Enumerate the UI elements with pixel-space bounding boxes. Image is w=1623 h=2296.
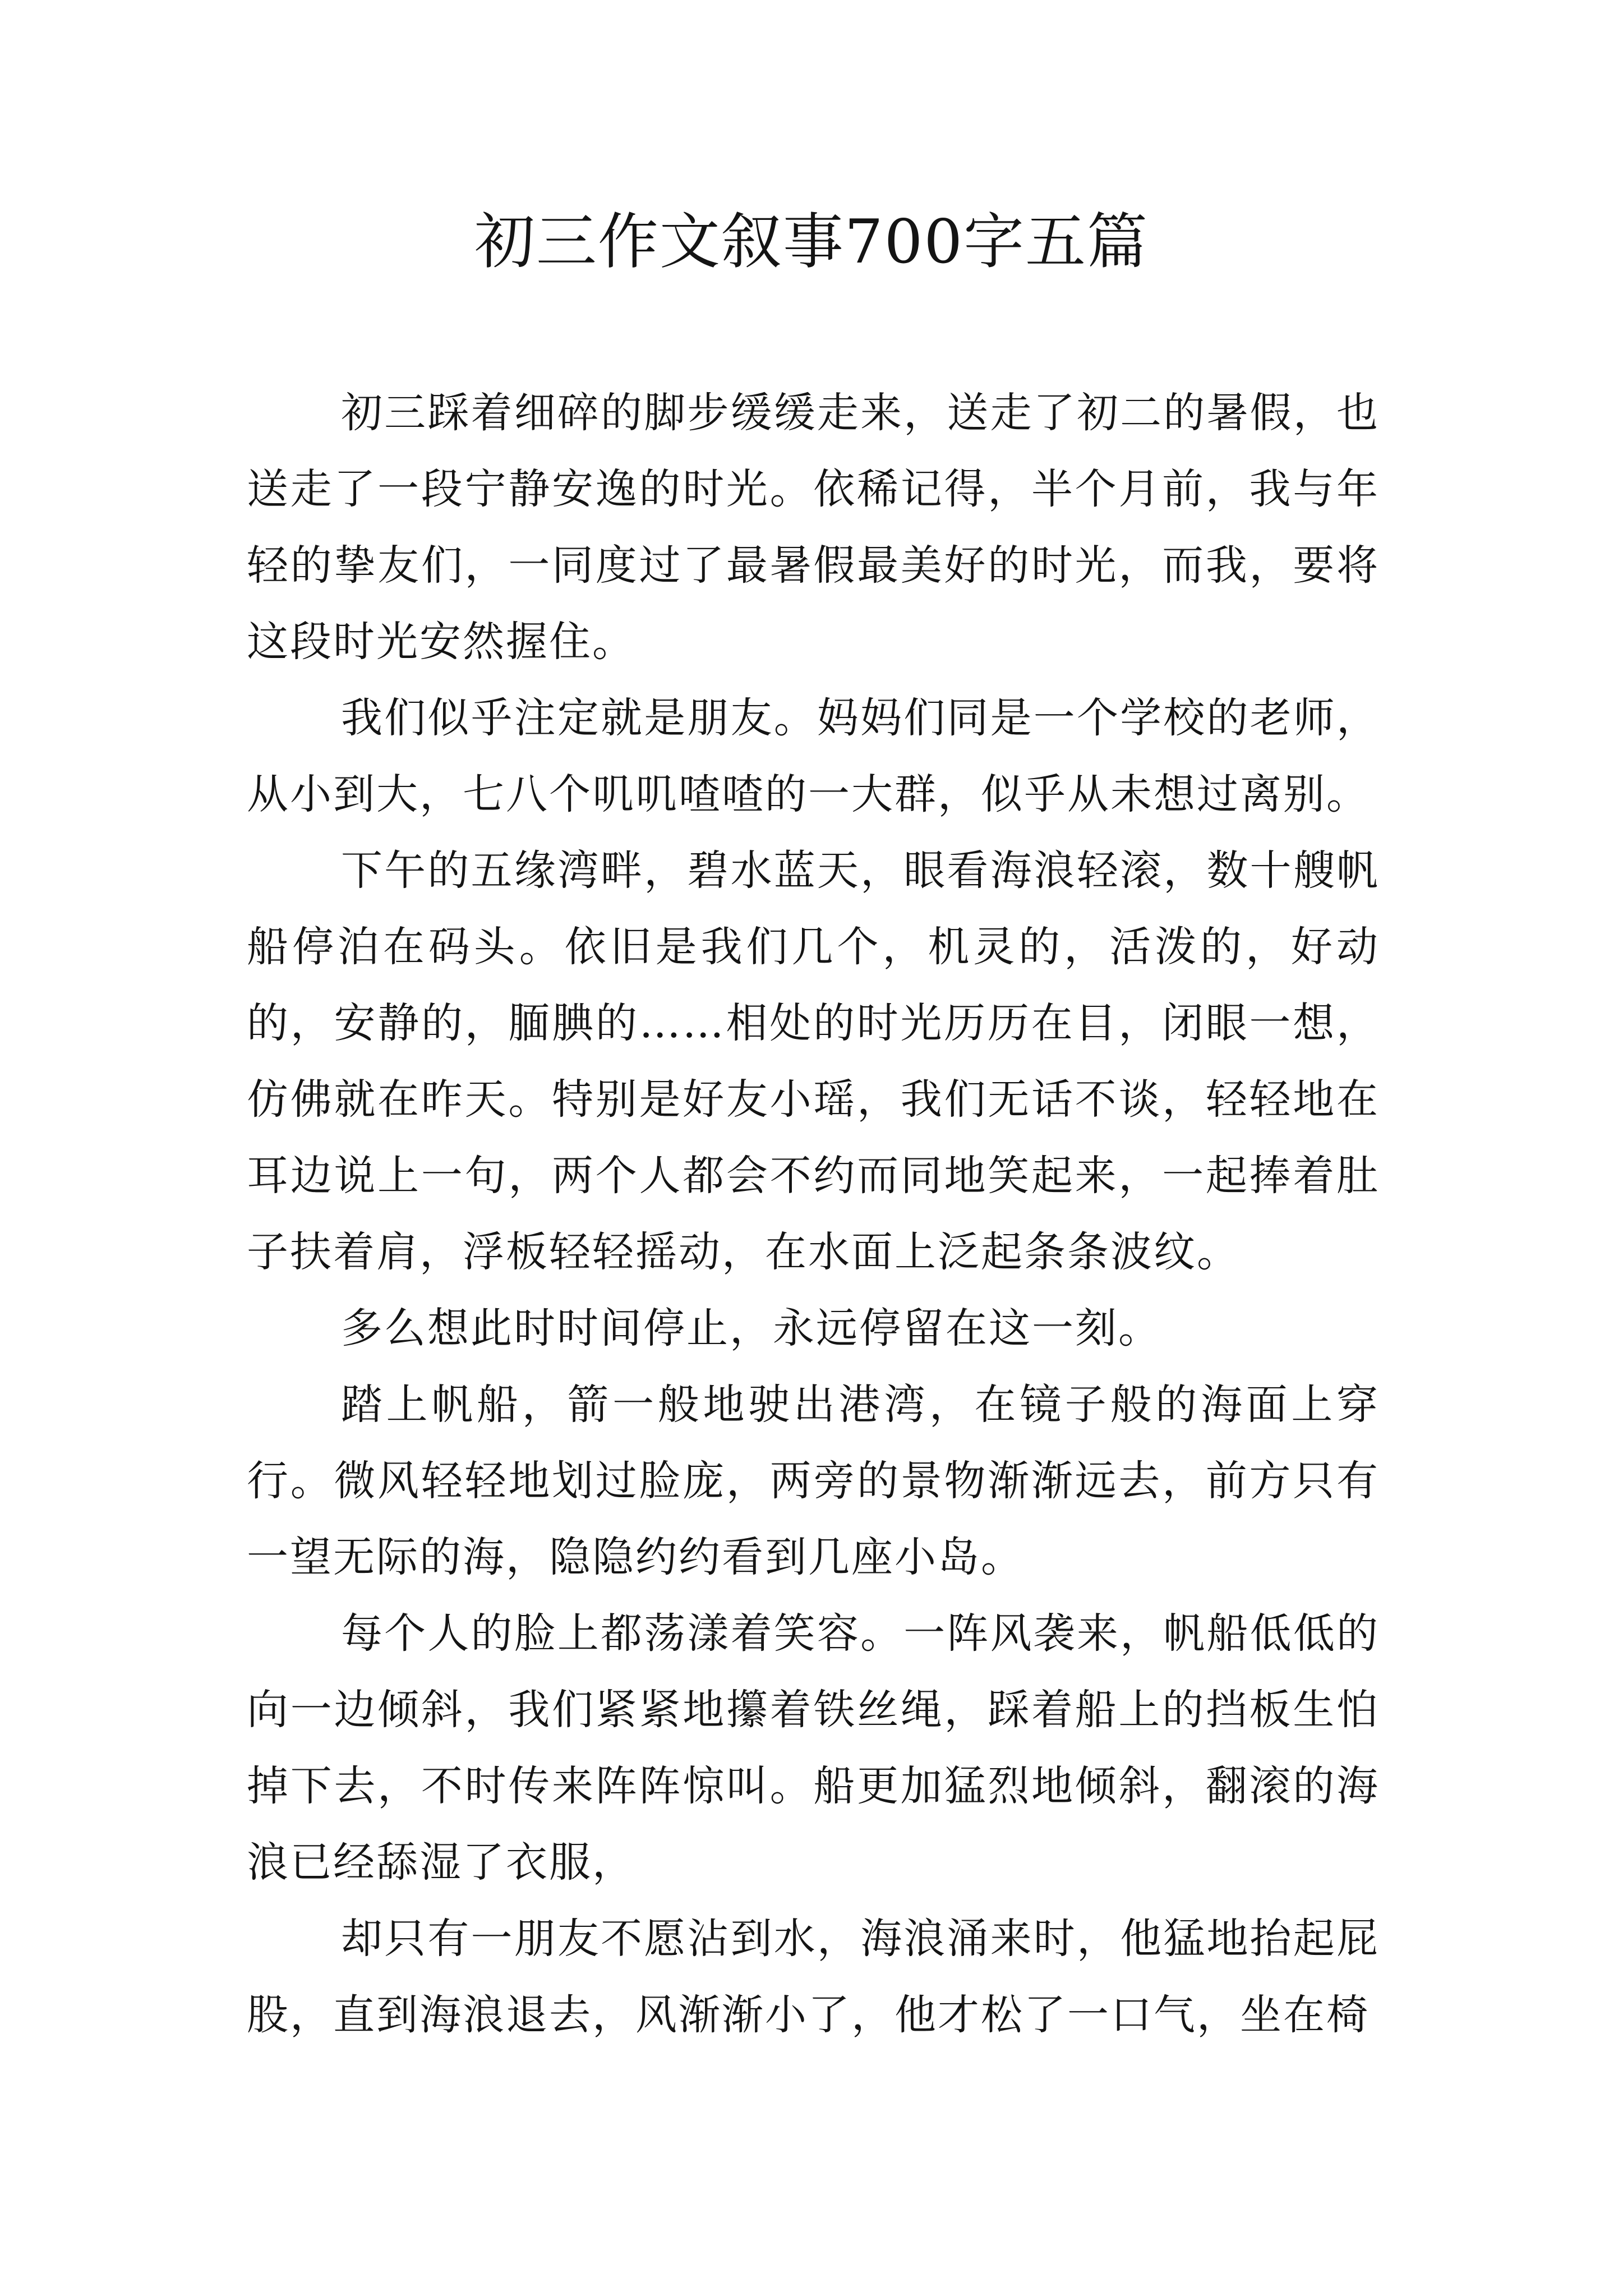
paragraph-5: 踏上帆船，箭一般地驶出港湾，在镜子般的海面上穿行。微风轻轻地划过脸庞，两旁的景物渐渐远去，前方只有一望无际的海，隐隐约约看到几座小岛。 <box>247 1381 1380 1581</box>
paragraph-6: 每个人的脸上都荡漾着笑容。一阵风袭来，帆船低低的向一边倾斜，我们紧紧地攥着铁丝绳，踩着船上的挡板生怕掉下去，不时传来阵阵惊叫。船更加猛烈地倾斜，翻滚的海浪已经舔湿了衣服， <box>247 1609 1380 1887</box>
paragraph-2: 我们似乎注定就是朋友。妈妈们同是一个学校的老师，从小到大，七八个叽叽喳喳的一大群，似乎从未想过离别。 <box>247 694 1380 818</box>
paragraph-7: 却只有一朋友不愿沾到水，海浪涌来时，他猛地抬起屁股，直到海浪退去，风渐渐小了，他才松了一口气，坐在椅 <box>247 1915 1380 2039</box>
paragraph-3: 下午的五缘湾畔，碧水蓝天，眼看海浪轻滚，数十艘帆船停泊在码头。依旧是我们几个，机灵的，活泼的，好动的，安静的，腼腆的……相处的时光历历在目，闭眼一想，仿佛就在昨天。特别是好友小瑶，我们无话不谈，轻轻地在耳边说上一句，两个人都会不约而同地笑起来，一起捧着肚子扶着肩，浮板轻轻摇动，在水面上泛起条条波纹。 <box>247 846 1380 1276</box>
document-title: 初三作文叙事700字五篇 <box>474 207 1149 277</box>
document-body <box>247 375 1380 2053</box>
paragraph-1: 初三踩着细碎的脚步缓缓走来，送走了初二的暑假，也送走了一段宁静安逸的时光。依稀记得，半个月前，我与年轻的挚友们，一同度过了最暑假最美好的时光，而我，要将这段时光安然握住。 <box>247 389 1380 666</box>
paragraph-4: 多么想此时时间停止，永远停留在这一刻。 <box>341 1304 1161 1352</box>
